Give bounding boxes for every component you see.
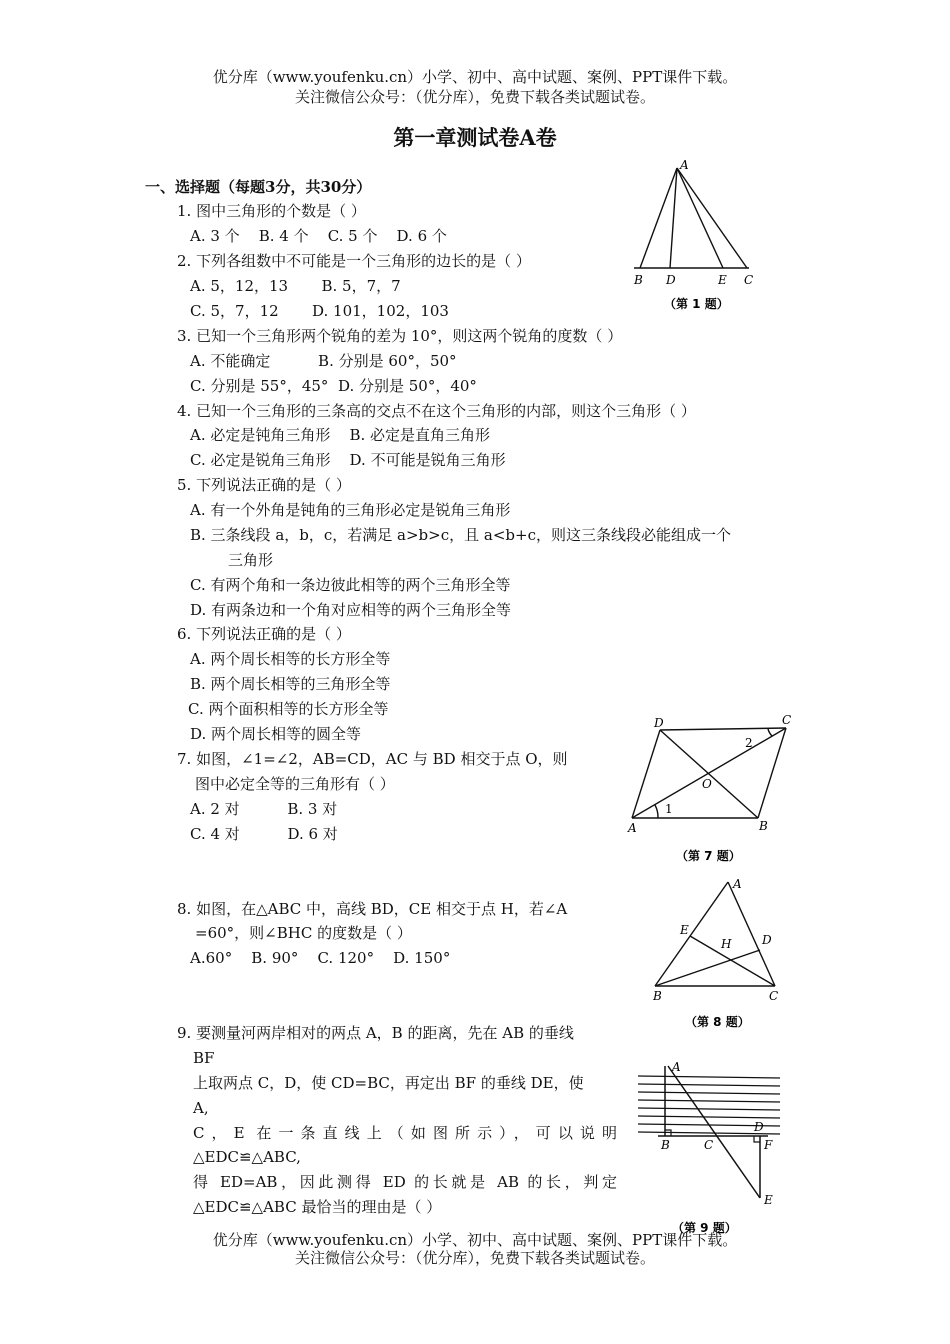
q5-option-d: D. 有两条边和一个角对应相等的两个三角形全等 [190,601,512,619]
segment-bd [660,730,758,818]
figure-q8 [645,874,795,1034]
q5-option-c: C. 有两个角和一条边彼此相等的两个三角形全等 [190,576,511,594]
point-label-h: H [721,937,732,951]
angle-arc-1 [655,805,658,818]
q6-option-a: A. 两个周长相等的长方形全等 [190,650,391,668]
figure-caption: （第 7 题） [676,849,741,863]
q8-options: A.60° B. 90° C. 120° D. 150° [190,949,451,967]
river-line [638,1100,780,1102]
river-line [638,1076,780,1078]
figure-q1 [628,158,758,318]
q2-stem: 2. 下列各组数中不可能是一个三角形的边长的是（ ） [177,252,531,270]
point-label-e: E [718,273,727,287]
river-line [638,1116,780,1118]
figure-caption: （第 8 题） [685,1015,750,1029]
point-label-d: D [754,1120,764,1134]
point-label-d: D [666,273,676,287]
q3-options-2: C. 分别是 55°，45° D. 分别是 50°，40° [190,377,477,395]
footer-line-1: 优分库（www.youfenku.cn）小学、初中、高中试题、案例、PPT课件下载。 [212,1231,738,1249]
q8-stem-line2: =60°，则∠BHC 的度数是（ ） [195,924,412,942]
right-angle-d [754,1136,760,1142]
q5-option-b-line2: 三角形 [228,551,274,569]
q2-options-2: C. 5，7，12 D. 101，102，103 [190,302,449,320]
river-measurement-diagram [630,1058,790,1242]
q5-option-a: A. 有一个外角是钝角的三角形必定是锐角三角形 [190,501,511,519]
q5-stem: 5. 下列说法正确的是（ ） [177,476,351,494]
point-label-o: O [702,777,712,791]
figure-caption: （第 1 题） [664,297,729,311]
q3-stem: 3. 已知一个三角形两个锐角的差为 10°，则这两个锐角的度数（ ） [177,327,623,345]
q4-options-2: C. 必定是锐角三角形 D. 不可能是锐角三角形 [190,451,506,469]
section-heading: 一、选择题（每题3分，共30分） [145,178,372,196]
point-label-d: D [654,716,664,730]
triangle-diagram [628,158,758,318]
river-line [638,1084,780,1086]
q3-options-1: A. 不能确定 B. 分别是 60°，50° [190,352,457,370]
q6-option-b: B. 两个周长相等的三角形全等 [190,675,391,693]
q9-line-7: 得 ED=AB，因此测得 ED 的长就是 AB 的长，判定 [193,1173,617,1191]
point-label-e: E [764,1193,773,1207]
point-label-c: C [704,1138,714,1152]
point-label-a: A [628,821,637,835]
point-label-c: C [782,713,792,727]
angle-arc-2 [768,729,772,736]
q9-line-2: BF [193,1049,215,1067]
q9-line-3: 上取两点 C，D，使 CD=BC，再定出 BF 的垂线 DE，使 [193,1074,584,1092]
point-label-e: E [680,923,689,937]
point-label-b: B [661,1138,670,1152]
point-label-a: A [672,1060,681,1074]
q6-stem: 6. 下列说法正确的是（ ） [177,625,351,643]
point-label-d: D [762,933,772,947]
page-title: 第一章测试卷A卷 [393,125,557,150]
segment-ab [655,882,728,986]
parallelogram-diagram [620,708,800,868]
q7-options-1: A. 2 对 B. 3 对 [190,800,338,818]
q2-options-1: A. 5，12，13 B. 5，7，7 [190,277,401,295]
altitude-triangle-diagram [645,874,795,1034]
q1-options: A. 3 个 B. 4 个 C. 5 个 D. 6 个 [190,227,447,245]
q9-line-6: △EDC≌△ABC, [193,1148,301,1166]
q7-stem-line1: 7. 如图，∠1=∠2，AB=CD，AC 与 BD 相交于点 O，则 [177,750,568,768]
q6-option-d: D. 两个周长相等的圆全等 [190,725,362,743]
q9-line-1: 9. 要测量河两岸相对的两点 A，B 的距离，先在 AB 的垂线 [177,1024,574,1042]
q4-stem: 4. 已知一个三角形的三条高的交点不在这个三角形的内部，则这个三角形（ ） [177,402,696,420]
point-label-a: A [733,877,742,891]
point-label-f: F [764,1138,773,1152]
point-label-b: B [653,989,662,1003]
q1-stem: 1. 图中三角形的个数是（ ） [177,202,366,220]
angle-label-2: 2 [745,736,753,750]
q7-options-2: C. 4 对 D. 6 对 [190,825,338,843]
angle-label-1: 1 [665,802,673,816]
river-line [638,1108,780,1110]
q5-option-b-line1: B. 三条线段 a，b，c，若满足 a>b>c，且 a<b+c，则这三条线段必能组成一个 [190,526,731,544]
figure-q7 [620,708,800,868]
q6-option-c: C. 两个面积相等的长方形全等 [188,700,389,718]
q9-line-5: C，E 在一条直线上（如图所示），可以说明 [193,1124,617,1142]
figure-q9 [630,1058,790,1242]
river-line [638,1092,780,1094]
q7-stem-line2: 图中必定全等的三角形有（ ） [195,775,395,793]
figure-caption: （第 9 题） [672,1221,737,1235]
q9-line-4: A, [193,1099,209,1117]
header-line-2: 关注微信公众号：（优分库），免费下载各类试题试卷。 [294,88,655,106]
header-line-1: 优分库（www.youfenku.cn）小学、初中、高中试题、案例、PPT课件下载。 [212,68,738,86]
q4-options-1: A. 必定是钝角三角形 B. 必定是直角三角形 [190,426,491,444]
q8-stem-line1: 8. 如图，在△ABC 中，高线 BD，CE 相交于点 H，若∠A [177,900,568,918]
segment-cd [660,728,786,730]
point-label-c: C [744,273,754,287]
point-label-c: C [769,989,779,1003]
footer-line-2: 关注微信公众号：（优分库），免费下载各类试题试卷。 [294,1249,655,1267]
segment-ac [677,168,747,268]
segment-ae [677,168,723,268]
point-label-b: B [759,819,768,833]
q9-line-8: △EDC≌△ABC 最恰当的理由是（ ） [193,1198,442,1216]
point-label-b: B [634,273,643,287]
point-label-a: A [680,158,689,172]
